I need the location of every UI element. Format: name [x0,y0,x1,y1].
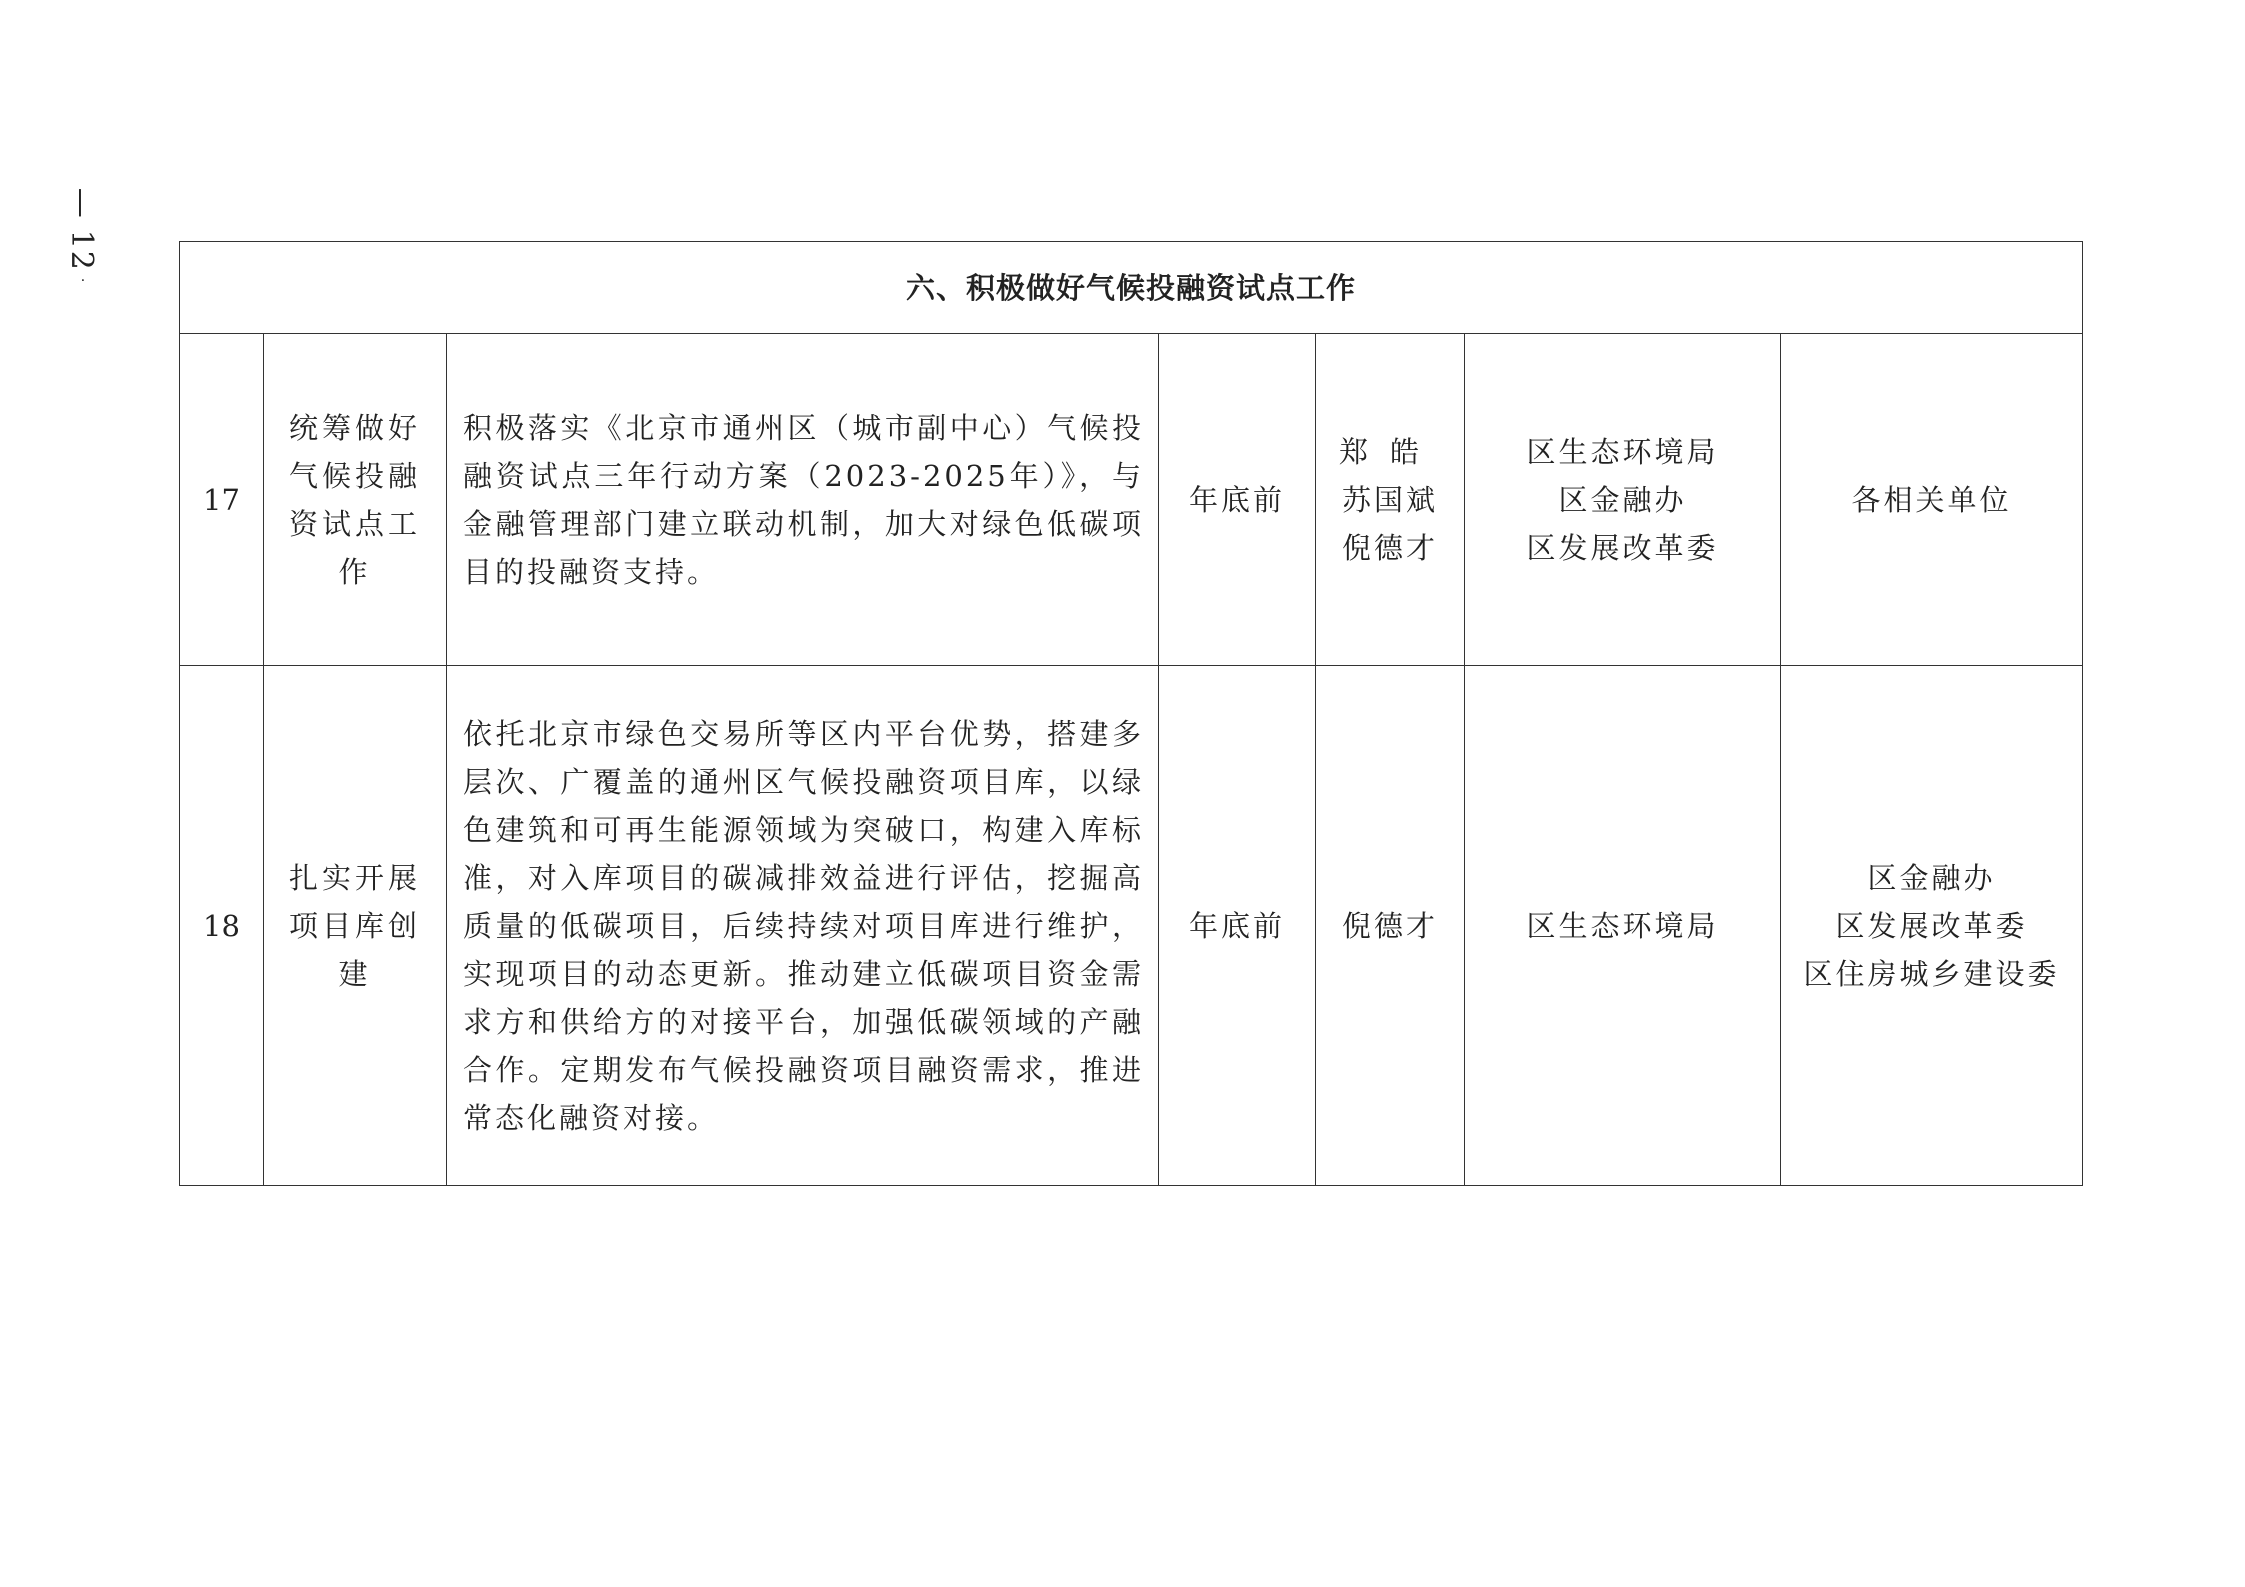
section-title: 六、积极做好气候投融资试点工作 [180,242,2083,334]
row-number: 17 [180,334,264,666]
section-header-row [180,242,2083,334]
lead-unit: 区生态环境局 [1526,908,1719,943]
coop-unit: 各相关单位 [1851,482,2012,517]
task-description: 积极落实《北京市通州区（城市副中心）气候投融资试点三年行动方案（2023-2025年）》，与金融管理部门建立联动机制，加大对绿色低碳项目的投融资支持。 [447,334,1159,666]
leader-name: 倪德才 [1341,908,1438,943]
lead-unit: 区生态环境局 [1526,434,1719,469]
task-name: 统筹做好 气候投融 资试点工 作 [264,334,447,666]
table-row [180,666,2083,1186]
lead-unit: 区发展改革委 [1526,530,1719,565]
page-number: — 12 · [64,187,100,285]
task-name: 扎实开展 项目库创 建 [264,666,447,1186]
cooperating-units [1781,334,2083,666]
lead-units [1465,666,1781,1186]
coop-unit: 区发展改革委 [1835,908,2028,943]
responsible-leaders [1316,666,1465,1186]
deadline: 年底前 [1159,666,1316,1186]
cooperating-units [1781,666,2083,1186]
responsible-leaders [1316,334,1465,666]
leader-name: 郑皓 [1338,434,1441,469]
coop-unit: 区金融办 [1867,860,1996,895]
task-description: 依托北京市绿色交易所等区内平台优势，搭建多层次、广覆盖的通州区气候投融资项目库，以绿色建筑和可再生能源领域为突破口，构建入库标准，对入库项目的碳减排效益进行评估，挖掘高质量的低碳项目，后续持续对项目库进行维护，实现项目的动态更新。推动建立低碳项目资金需求方和供给方的对接平台，加强低碳领域的产融合作。定期发布气候投融资项目融资需求，推进常态化融资对接。 [447,666,1159,1186]
task-table [179,241,2083,1186]
lead-units [1465,334,1781,666]
row-number: 18 [180,666,264,1186]
leader-name: 苏国斌 [1341,482,1438,517]
table-row [180,334,2083,666]
deadline: 年底前 [1159,334,1316,666]
coop-unit: 区住房城乡建设委 [1803,956,2060,991]
leader-name: 倪德才 [1341,530,1438,565]
lead-unit: 区金融办 [1558,482,1687,517]
